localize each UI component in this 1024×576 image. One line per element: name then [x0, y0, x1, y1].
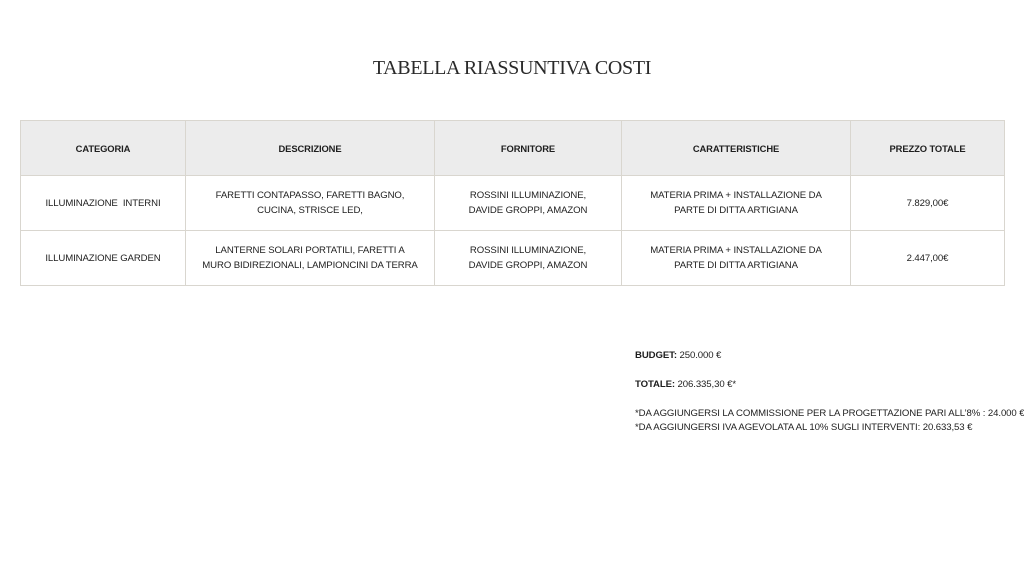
- budget-label: BUDGET:: [635, 350, 677, 361]
- column-header-categoria: CATEGORIA: [21, 121, 186, 176]
- note-commissione: *DA AGGIUNGERSI LA COMMISSIONE PER LA PROGETTAZIONE PARI ALL’8% : 24.000 €: [635, 408, 1024, 419]
- cell-prezzo-totale: 2.447,00€: [851, 231, 1005, 286]
- page-title: TABELLA RIASSUNTIVA COSTI: [372, 57, 652, 79]
- cell-caratteristiche: MATERIA PRIMA + INSTALLAZIONE DA PARTE DI DITTA ARTIGIANA: [622, 231, 851, 286]
- budget-value: 250.000 €: [676, 350, 722, 361]
- cell-fornitore: ROSSINI ILLUMINAZIONE, DAVIDE GROPPI, AMAZON: [435, 176, 622, 231]
- total-line: [635, 378, 1020, 392]
- cell-prezzo-totale: 7.829,00€: [851, 176, 1005, 231]
- budget-line: [635, 349, 1020, 363]
- cell-fornitore: ROSSINI ILLUMINAZIONE, DAVIDE GROPPI, AMAZON: [435, 231, 622, 286]
- column-header-descrizione: DESCRIZIONE: [186, 121, 435, 176]
- cell-caratteristiche: MATERIA PRIMA + INSTALLAZIONE DA PARTE DI DITTA ARTIGIANA: [622, 176, 851, 231]
- column-header-prezzo-totale: PREZZO TOTALE: [851, 121, 1005, 176]
- total-value: 206.335,30 €*: [674, 379, 737, 390]
- cell-descrizione: LANTERNE SOLARI PORTATILI, FARETTI A MURO BIDIREZIONALI, LAMPIONCINI DA TERRA: [186, 231, 435, 286]
- cost-summary: [635, 349, 1024, 435]
- column-header-caratteristiche: CARATTERISTICHE: [622, 121, 851, 176]
- note-iva: *DA AGGIUNGERSI IVA AGEVOLATA AL 10% SUGLI INTERVENTI: 20.633,53 €: [635, 422, 973, 433]
- table-row: [21, 176, 1005, 231]
- column-header-fornitore: FORNITORE: [435, 121, 622, 176]
- table-row: [21, 231, 1005, 286]
- cost-summary-table: [20, 120, 1005, 286]
- cell-categoria: ILLUMINAZIONE GARDEN: [21, 231, 186, 286]
- cell-categoria: ILLUMINAZIONE INTERNI: [21, 176, 186, 231]
- total-label: TOTALE:: [635, 379, 675, 390]
- table-header-row: [21, 121, 1005, 176]
- cell-descrizione: FARETTI CONTAPASSO, FARETTI BAGNO, CUCINA, STRISCE LED,: [186, 176, 435, 231]
